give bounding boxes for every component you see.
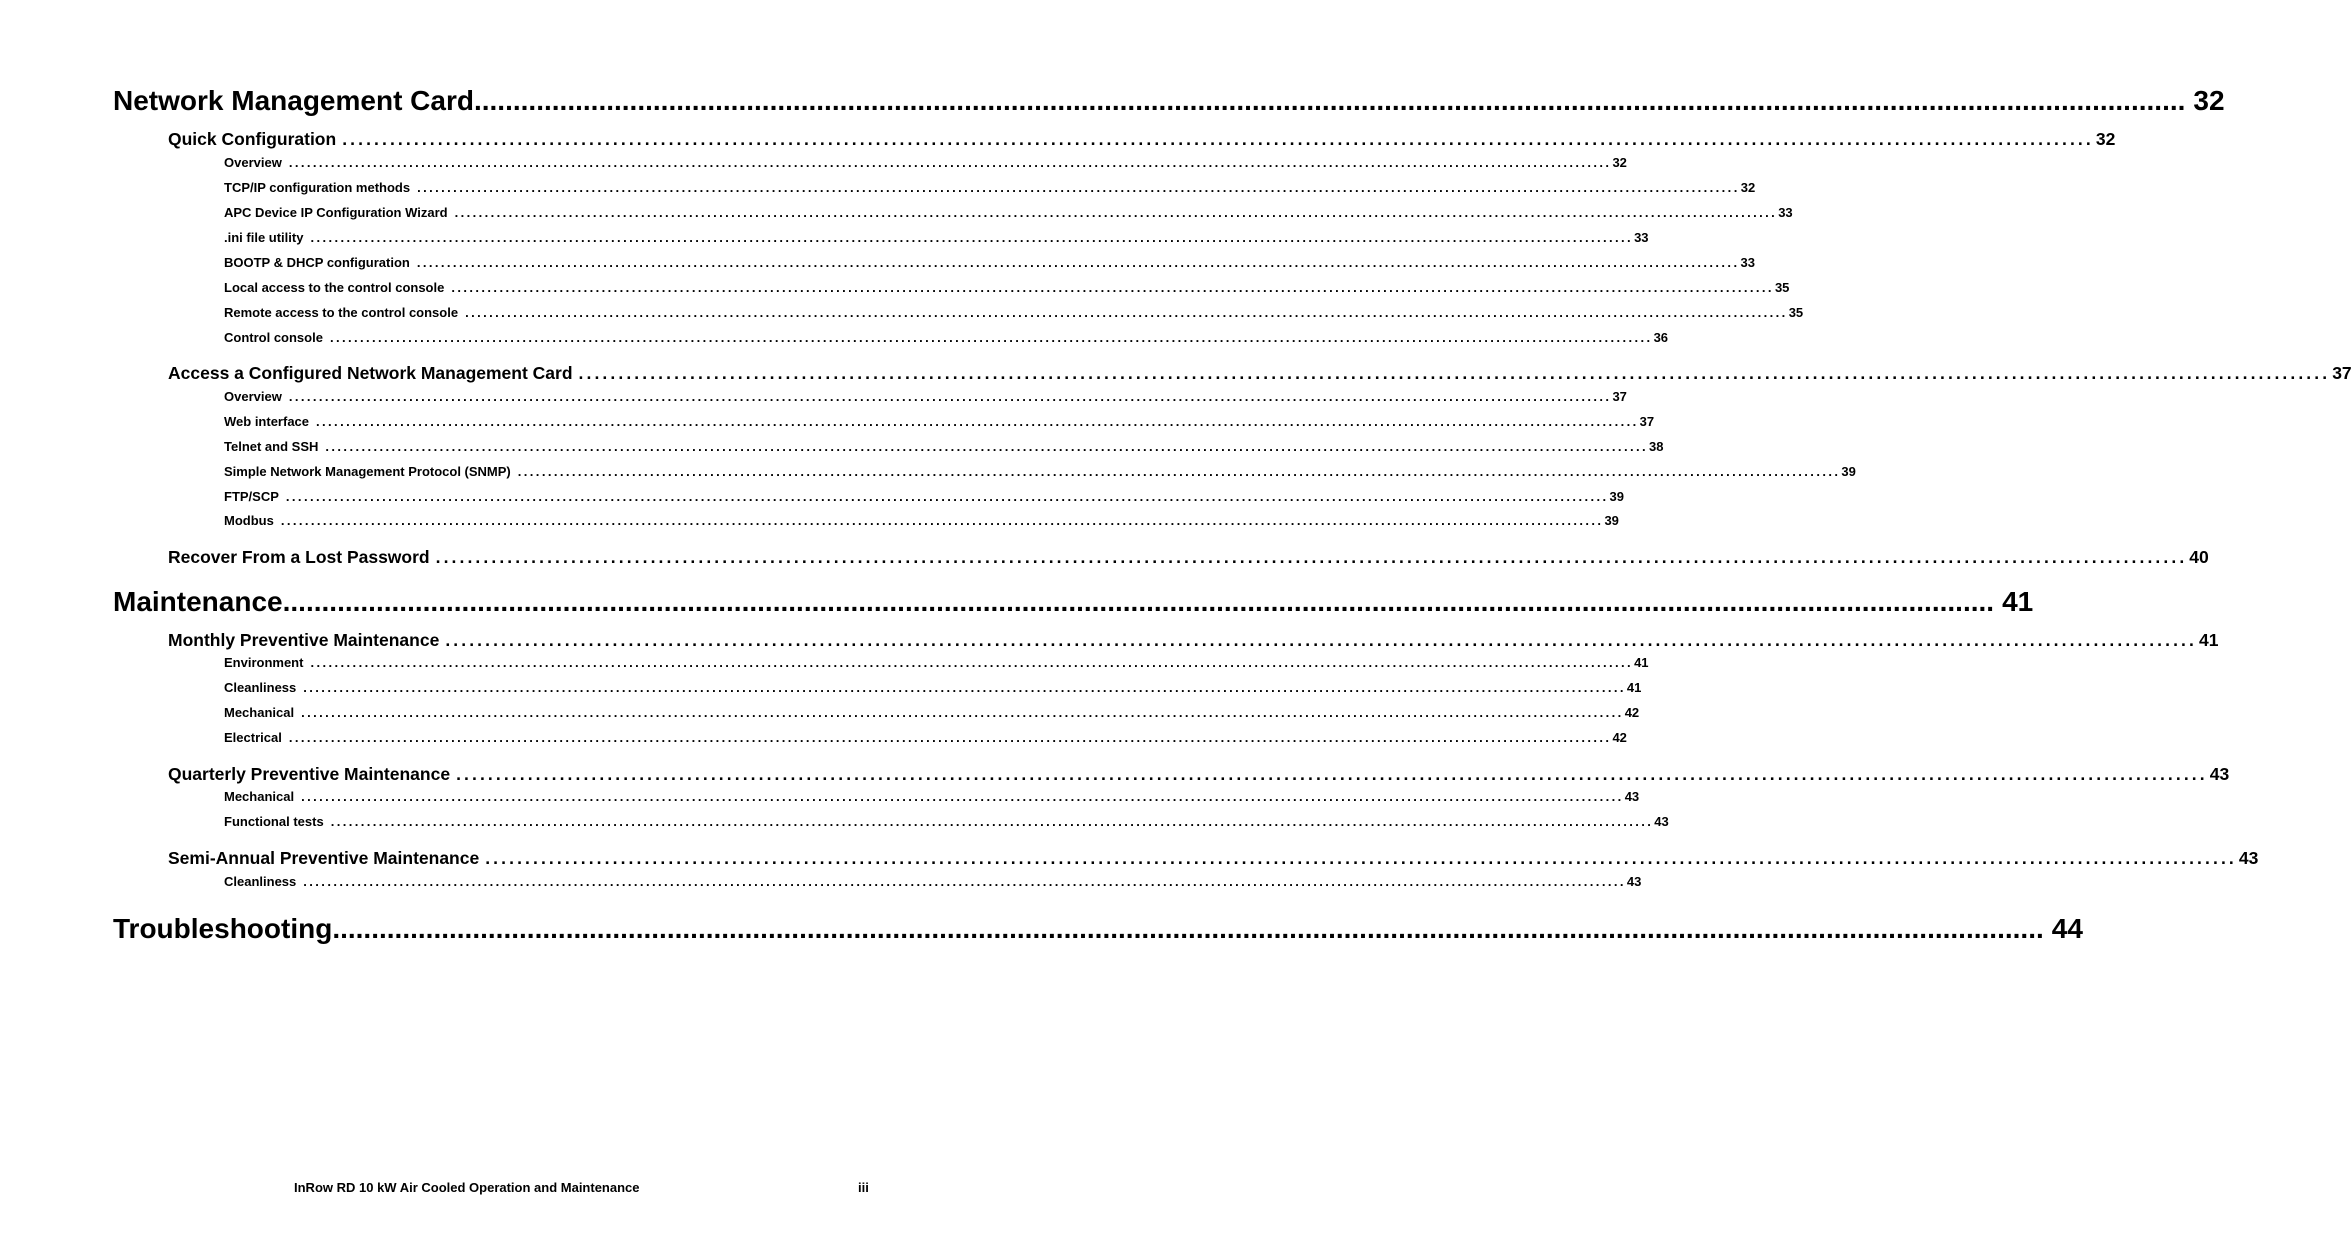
toc-entry-page: 33 xyxy=(1634,230,1649,245)
toc-leader: ............................................................................................................................................................................................................................ xyxy=(288,389,1612,404)
toc-entry-label: Overview xyxy=(224,155,282,170)
toc-entry-web-interface[interactable] xyxy=(224,414,1655,429)
toc-entry-page: 32 xyxy=(1740,180,1756,195)
toc-leader: ............................................................................................................................................................................................................................ xyxy=(416,255,1740,270)
toc-entry-label: Functional tests xyxy=(224,814,324,829)
toc-entry-label: Overview xyxy=(224,389,282,404)
toc-entry-page: 41 xyxy=(1634,655,1649,670)
toc-leader: ............................................................................................................................................................................................................................ xyxy=(310,230,1634,245)
toc-entry-tcpip-configuration-methods[interactable] xyxy=(224,180,1756,195)
toc-leader: ............................................................................................................................................................................................................................ xyxy=(303,874,1626,889)
toc-leader: ............................................................................................................................................................................................................................ xyxy=(329,330,1653,345)
toc-entry-label: .ini file utility xyxy=(224,230,304,245)
toc-entry-page: 43 xyxy=(1626,874,1642,889)
toc-entry-overview-2[interactable] xyxy=(224,389,1627,404)
toc-entry-ini-file-utility[interactable] xyxy=(224,230,1649,245)
toc-entry-environment[interactable] xyxy=(224,655,1649,670)
toc-entry-page: 37 xyxy=(1639,414,1655,429)
toc-entry-page: 39 xyxy=(1604,513,1619,528)
toc-entry-semi-annual-preventive-maintenance[interactable] xyxy=(168,848,2259,868)
toc-entry-control-console[interactable] xyxy=(224,330,1669,345)
toc-entry-page: 37 xyxy=(1612,389,1627,404)
toc-entry-page: 35 xyxy=(1774,280,1790,295)
toc-leader: ............................................................................................................................................................................................................................ xyxy=(288,155,1612,170)
toc-leader: ............................................................................................................................................................................................................................ xyxy=(485,848,2237,868)
toc-entry-page: 32 xyxy=(2095,129,2116,149)
toc-leader: ............................................................................................................................................................................................................................ xyxy=(473,85,2186,116)
toc-entry-label: Maintenance xyxy=(113,586,283,617)
toc-entry-label: FTP/SCP xyxy=(224,489,279,504)
toc-leader: ............................................................................................................................................................................................................................ xyxy=(330,814,1654,829)
toc-entry-page: 40 xyxy=(2189,547,2209,567)
toc-entry-quick-configuration[interactable] xyxy=(168,129,2116,149)
toc-entry-label: BOOTP & DHCP configuration xyxy=(224,255,410,270)
toc-entry-electrical[interactable] xyxy=(224,730,1627,745)
toc-entry-label: Web interface xyxy=(224,414,310,429)
toc-leader: ............................................................................................................................................................................................................................ xyxy=(578,363,2331,383)
toc-entry-page: 36 xyxy=(1653,330,1669,345)
toc-entry-access-configured-nmc[interactable] xyxy=(168,363,2352,383)
toc-entry-label: Mechanical xyxy=(224,705,295,720)
toc-entry-label: Quick Configuration xyxy=(168,129,337,149)
toc-leader: ............................................................................................................................................................................................................................ xyxy=(282,586,1995,617)
toc-entry-page: 37 xyxy=(2332,363,2352,383)
toc-entry-page: 43 xyxy=(2238,848,2259,868)
toc-entry-mechanical[interactable] xyxy=(224,705,1640,720)
toc-leader: ............................................................................................................................................................................................................................ xyxy=(285,489,1609,504)
toc-entry-monthly-preventive-maintenance[interactable] xyxy=(168,630,2219,650)
toc-entry-cleanliness-2[interactable] xyxy=(224,874,1642,889)
toc-entry-troubleshooting[interactable] xyxy=(113,913,2083,944)
toc-entry-page: 43 xyxy=(2209,764,2230,784)
toc-entry-label: Quarterly Preventive Maintenance xyxy=(168,764,451,784)
toc-entry-label: Remote access to the control console xyxy=(224,305,459,320)
toc-entry-apc-device-ip-configuration-wizard[interactable] xyxy=(224,205,1793,220)
toc-entry-snmp[interactable] xyxy=(224,464,1856,479)
toc-entry-page: 42 xyxy=(1624,705,1640,720)
toc-entry-maintenance[interactable] xyxy=(113,586,2034,617)
toc-entry-label: Access a Configured Network Management Card xyxy=(168,363,573,383)
toc-entry-label: Simple Network Management Protocol (SNMP) xyxy=(224,464,511,479)
toc-entry-page: 32 xyxy=(1612,155,1627,170)
toc-leader: ............................................................................................................................................................................................................................ xyxy=(451,280,1774,295)
toc-entry-page: 39 xyxy=(1841,464,1856,479)
toc-entry-page: 42 xyxy=(1612,730,1627,745)
toc-leader: ............................................................................................................................................................................................................................ xyxy=(465,305,1788,320)
toc-entry-page: 41 xyxy=(1626,680,1642,695)
toc-entry-page: 35 xyxy=(1788,305,1804,320)
toc-entry-page: 38 xyxy=(1649,439,1664,454)
toc-entry-label: Semi-Annual Preventive Maintenance xyxy=(168,848,480,868)
toc-entry-cleanliness[interactable] xyxy=(224,680,1642,695)
toc-entry-label: Troubleshooting xyxy=(113,913,333,944)
toc-entry-recover-lost-password[interactable] xyxy=(168,547,2209,567)
toc-entry-label: Electrical xyxy=(224,730,282,745)
toc-entry-label: APC Device IP Configuration Wizard xyxy=(224,205,448,220)
toc-entry-page: 41 xyxy=(2002,586,2034,617)
toc-leader: ............................................................................................................................................................................................................................ xyxy=(325,439,1648,454)
toc-leader: ............................................................................................................................................................................................................................ xyxy=(456,764,2208,784)
toc-leader: ............................................................................................................................................................................................................................ xyxy=(454,205,1778,220)
toc-entry-overview[interactable] xyxy=(224,155,1627,170)
toc-leader: ............................................................................................................................................................................................................................ xyxy=(280,513,1604,528)
toc-entry-page: 33 xyxy=(1740,255,1755,270)
toc-leader: ............................................................................................................................................................................................................................ xyxy=(435,547,2188,567)
toc-entry-network-management-card[interactable] xyxy=(113,85,2225,116)
toc-leader: ............................................................................................................................................................................................................................ xyxy=(316,414,1639,429)
toc-entry-page: 39 xyxy=(1609,489,1624,504)
toc-entry-label: Environment xyxy=(224,655,304,670)
toc-leader: ............................................................................................................................................................................................................................ xyxy=(288,730,1612,745)
toc-entry-label: Modbus xyxy=(224,513,274,528)
toc-leader: ............................................................................................................................................................................................................................ xyxy=(301,789,1624,804)
toc-entry-remote-access-control-console[interactable] xyxy=(224,305,1804,320)
toc-leader: ............................................................................................................................................................................................................................ xyxy=(517,464,1841,479)
toc-entry-label: TCP/IP configuration methods xyxy=(224,180,411,195)
toc-entry-label: Cleanliness xyxy=(224,874,297,889)
toc-entry-label: Cleanliness xyxy=(224,680,297,695)
toc-leader: ............................................................................................................................................................................................................................ xyxy=(310,655,1634,670)
toc-entry-label: Local access to the control console xyxy=(224,280,445,295)
toc-entry-ftp-scp[interactable] xyxy=(224,489,1624,504)
toc-entry-label: Monthly Preventive Maintenance xyxy=(168,630,440,650)
toc-entry-label: Telnet and SSH xyxy=(224,439,319,454)
toc-leader: ............................................................................................................................................................................................................................ xyxy=(417,180,1740,195)
toc-entry-label: Recover From a Lost Password xyxy=(168,547,430,567)
toc-entry-local-access-control-console[interactable] xyxy=(224,280,1790,295)
toc-entry-bootp-dhcp-configuration[interactable] xyxy=(224,255,1755,270)
toc-leader: ............................................................................................................................................................................................................................ xyxy=(342,129,2094,149)
toc-entry-label: Mechanical xyxy=(224,789,295,804)
toc-entry-functional-tests[interactable] xyxy=(224,814,1669,829)
toc-entry-mechanical-2[interactable] xyxy=(224,789,1640,804)
toc-entry-page: 43 xyxy=(1624,789,1640,804)
footer-document-title: InRow RD 10 kW Air Cooled Operation and Maintenance xyxy=(294,1180,640,1195)
toc-leader: ............................................................................................................................................................................................................................ xyxy=(303,680,1626,695)
toc-leader: ............................................................................................................................................................................................................................ xyxy=(332,913,2044,944)
toc-leader: ............................................................................................................................................................................................................................ xyxy=(301,705,1624,720)
toc-entry-page: 43 xyxy=(1654,814,1669,829)
toc-entry-label: Network Management Card xyxy=(113,85,474,116)
toc-entry-page: 41 xyxy=(2198,630,2219,650)
footer-page-number: iii xyxy=(858,1180,869,1195)
toc-entry-quarterly-preventive-maintenance[interactable] xyxy=(168,764,2230,784)
toc-entry-page: 33 xyxy=(1778,205,1793,220)
toc-entry-page: 32 xyxy=(2193,85,2225,116)
toc-entry-telnet-ssh[interactable] xyxy=(224,439,1664,454)
toc-entry-label: Control console xyxy=(224,330,323,345)
toc-leader: ............................................................................................................................................................................................................................ xyxy=(445,630,2197,650)
toc-entry-modbus[interactable] xyxy=(224,513,1619,528)
toc-entry-page: 44 xyxy=(2051,913,2083,944)
